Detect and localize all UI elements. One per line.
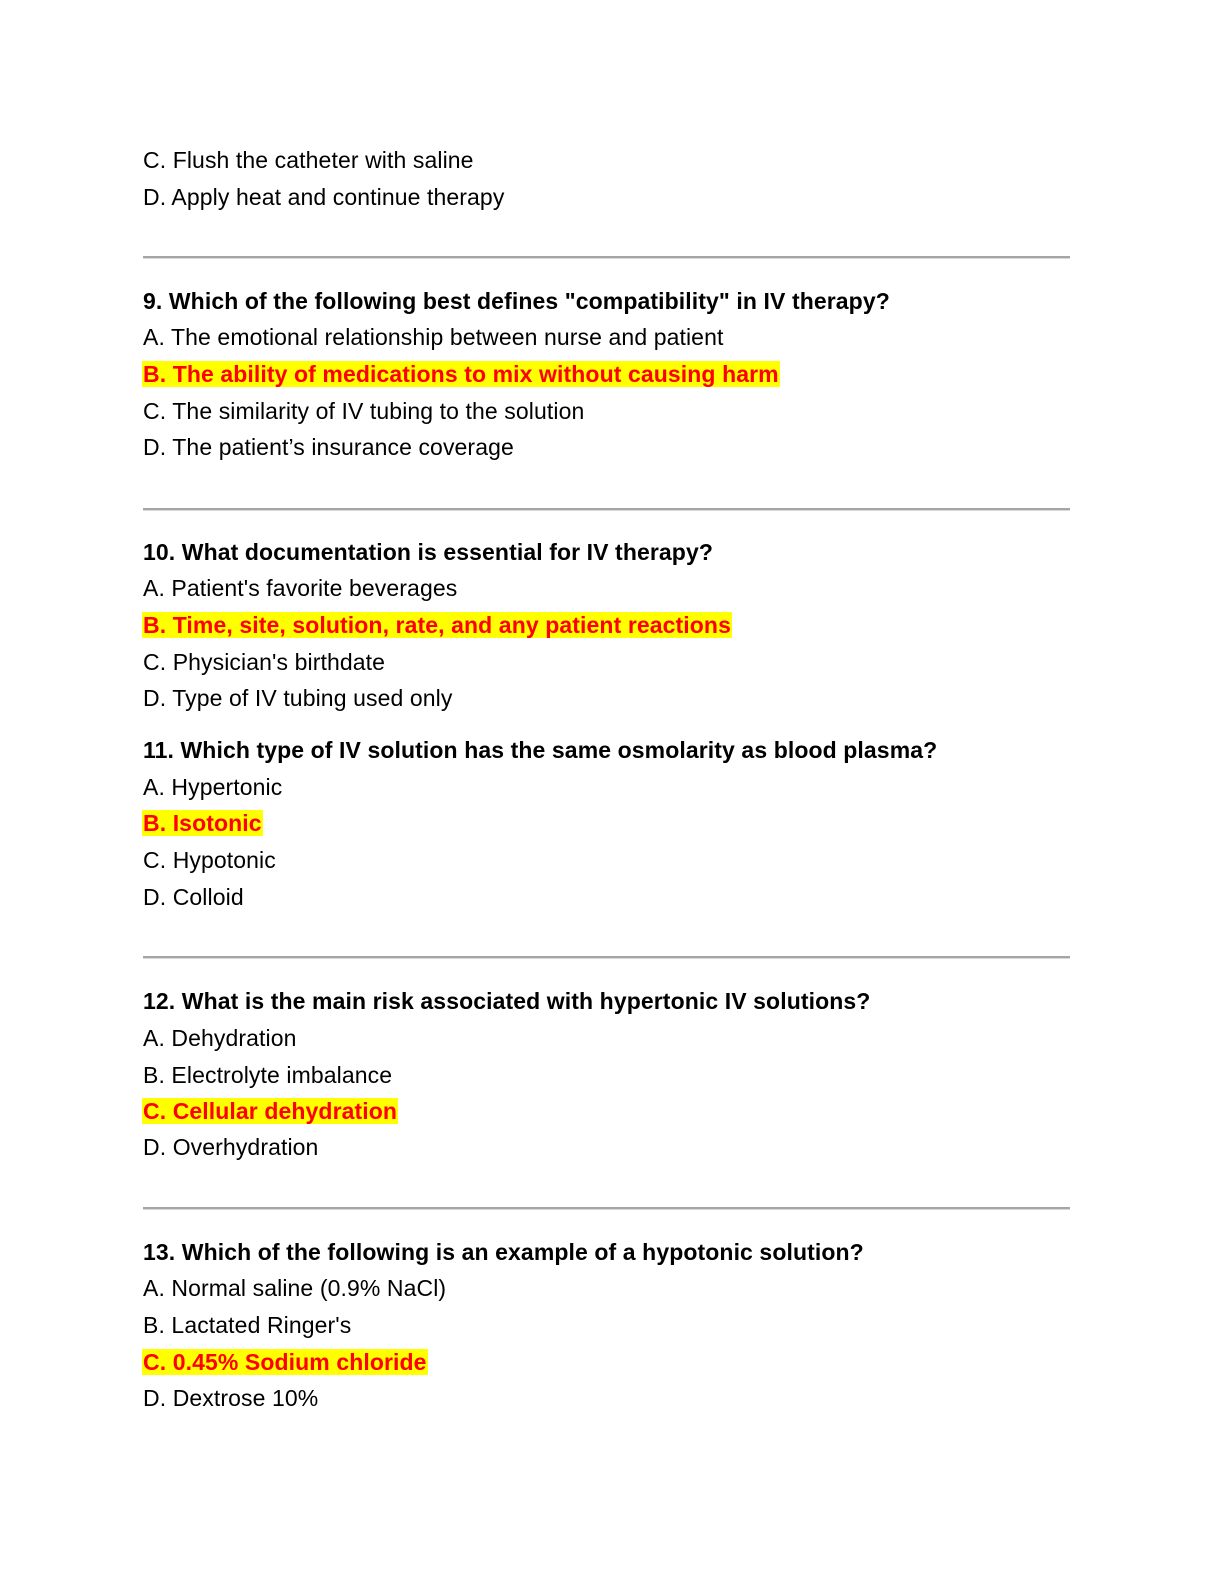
option-text: D. Overhydration — [143, 1134, 319, 1160]
question-heading: 9. Which of the following best defines "compatibility" in IV therapy? — [143, 288, 890, 314]
correct-answer: C. 0.45% Sodium chloride — [143, 1349, 427, 1375]
correct-answer: B. Time, site, solution, rate, and any patient reactions — [143, 612, 731, 638]
correct-answer-row — [143, 808, 263, 838]
option-text: B. Electrolyte imbalance — [143, 1062, 393, 1088]
question-heading: 12. What is the main risk associated with hypertonic IV solutions? — [143, 988, 871, 1014]
option-text: C. The similarity of IV tubing to the solution — [143, 398, 585, 424]
correct-answer: B. The ability of medications to mix without causing harm — [143, 361, 779, 387]
option-text: A. Patient's favorite beverages — [143, 575, 458, 601]
option-text: A. The emotional relationship between nurse and patient — [143, 324, 724, 350]
question-heading: 13. Which of the following is an example of a hypotonic solution? — [143, 1239, 864, 1265]
option-text: D. The patient’s insurance coverage — [143, 434, 514, 460]
question-heading: 11. Which type of IV solution has the same osmolarity as blood plasma? — [143, 737, 938, 763]
correct-answer: B. Isotonic — [143, 810, 262, 836]
option-text: C. Hypotonic — [143, 847, 276, 873]
correct-answer-row — [143, 610, 732, 640]
option-text: D. Colloid — [143, 884, 244, 910]
option-text: A. Dehydration — [143, 1025, 297, 1051]
correct-answer-row — [143, 1347, 428, 1377]
option-text: A. Normal saline (0.9% NaCl) — [143, 1275, 447, 1301]
option-text: D. Dextrose 10% — [143, 1385, 319, 1411]
option-text: C. Physician's birthdate — [143, 649, 386, 675]
correct-answer-row — [143, 1096, 398, 1126]
correct-answer: C. Cellular dehydration — [143, 1098, 398, 1124]
section-divider — [143, 956, 1070, 959]
correct-answer-row — [143, 359, 780, 389]
option-text: B. Lactated Ringer's — [143, 1312, 352, 1338]
section-divider — [143, 256, 1070, 259]
option-text: D. Apply heat and continue therapy — [143, 184, 505, 210]
option-text: D. Type of IV tubing used only — [143, 685, 453, 711]
question-heading: 10. What documentation is essential for IV therapy? — [143, 539, 713, 565]
option-text: A. Hypertonic — [143, 774, 283, 800]
section-divider — [143, 508, 1070, 511]
option-text: C. Flush the catheter with saline — [143, 147, 474, 173]
section-divider — [143, 1207, 1070, 1210]
